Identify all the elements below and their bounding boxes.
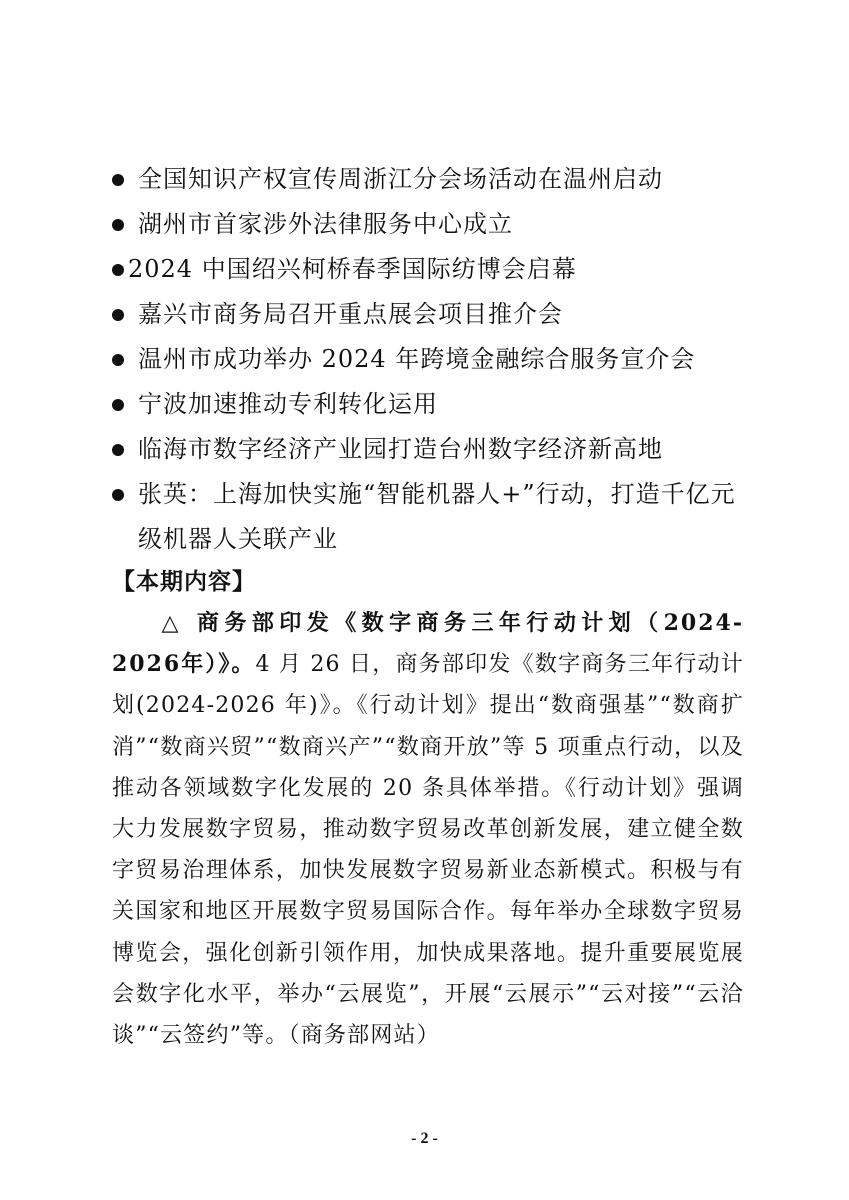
headline-text: 临海市数字经济产业园打造台州数字经济新高地 — [138, 435, 663, 463]
article-paragraph — [112, 603, 744, 1056]
headline-text: 宁波加速推动专利转化运用 — [138, 390, 438, 418]
headline-item — [112, 472, 752, 562]
headline-text: 张英：上海加快实施“智能机器人+”行动，打造千亿元级机器人关联产业 — [138, 480, 736, 553]
headline-item — [112, 427, 752, 472]
section-heading: 【本期内容】 — [112, 569, 256, 595]
headline-item — [112, 337, 752, 382]
headline-text: 全国知识产权宣传周浙江分会场活动在温州启动 — [138, 165, 663, 193]
headline-item — [112, 382, 752, 427]
bullet-dot-icon — [112, 174, 124, 186]
headline-text: 湖州市首家涉外法律服务中心成立 — [138, 210, 513, 238]
headline-item — [112, 292, 752, 337]
article-body: 4 月 26 日，商务部印发《数字商务三年行动计划(2024-2026 年)》。《行动计划》提出“数商强基”“数商扩消”“数商兴贸”“数商兴产”“数商开放”等 5 项重点行动，以及推动各领域数字化发展的 20 条具体举措。《行动计划》强调大力发展数字贸易，推动数字贸易改革创新发展，建立健全数字贸易治理体系，加快发展数字贸易新业态新模式。积极与有关国家和地区开展数字贸易国际合作。每年举办全球数字贸易博览会，强化创新引领作用，加快成果落地。提升重要展览展会数字化水平，举办“云展览”，开展“云展示”“云对接”“云洽谈”“云签约”等。（商务部网站） — [112, 652, 744, 1049]
bullet-dot-icon — [112, 399, 124, 411]
bullet-dot-icon — [112, 354, 124, 366]
headline-text: 嘉兴市商务局召开重点展会项目推介会 — [138, 300, 563, 328]
bullet-dot-icon — [112, 489, 124, 501]
headline-text: 2024 中国绍兴柯桥春季国际纺博会启幕 — [128, 255, 577, 283]
bullet-dot-icon — [112, 309, 124, 321]
page-number: - 2 - — [411, 1130, 438, 1147]
article-title: △ 商务部印发《数字商务三年行动计划（2024-2026年）》。 — [112, 610, 744, 678]
bullet-dot-icon — [112, 219, 124, 231]
headline-item — [112, 202, 752, 247]
bullet-dot-icon — [112, 264, 124, 276]
headline-item — [112, 157, 752, 202]
headline-list — [112, 157, 752, 562]
headline-item — [112, 247, 752, 292]
headline-text: 温州市成功举办 2024 年跨境金融综合服务宣介会 — [138, 345, 696, 373]
bullet-dot-icon — [112, 444, 124, 456]
